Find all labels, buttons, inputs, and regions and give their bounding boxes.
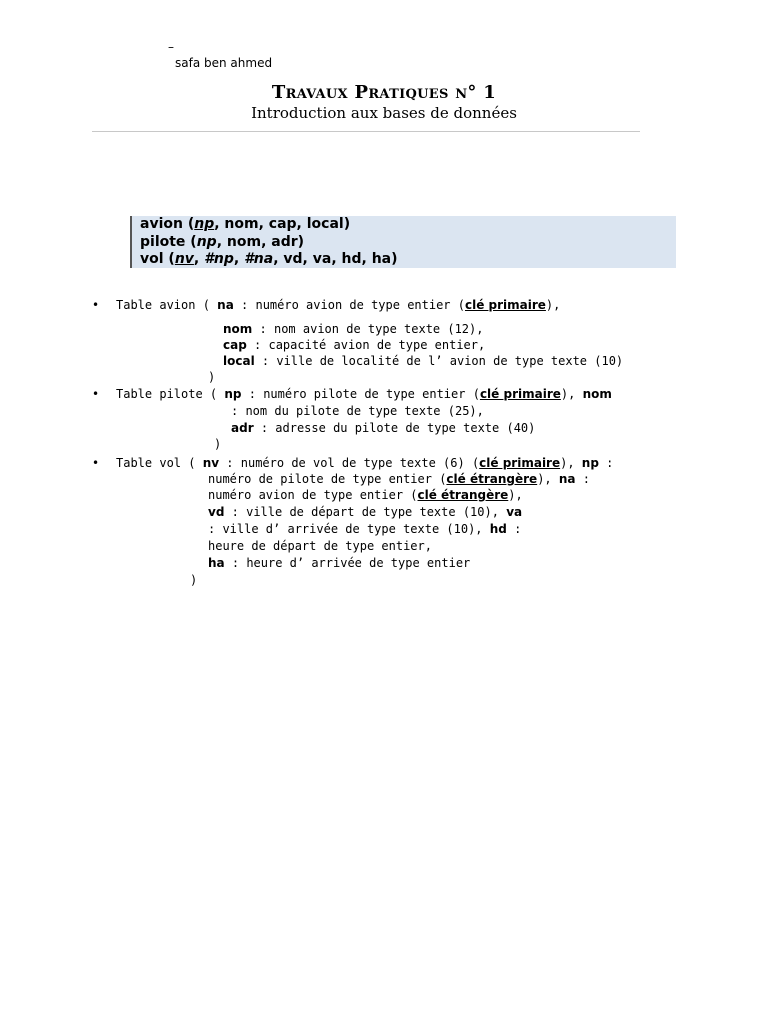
avion-prefix: Table avion (	[116, 298, 218, 312]
avion-nom-desc: : nom avion de type texte (12),	[252, 322, 484, 336]
vol-l2-end: ),	[537, 472, 559, 486]
pilote-field-nom: nom	[582, 387, 612, 401]
vol-line-4	[208, 505, 522, 519]
schema-pilote-name: pilote (	[140, 233, 197, 250]
vol-line-2	[208, 472, 590, 486]
schema-vol-sep2: ,	[233, 251, 245, 267]
vol-l1-tail: :	[598, 456, 614, 470]
vol-line-5	[208, 522, 521, 536]
schema-vol-sep1: ,	[193, 251, 205, 267]
avion-na-desc: : numéro avion de type entier (	[233, 298, 465, 312]
header-divider	[92, 131, 640, 132]
vol-fk-label-1: clé étrangère	[446, 472, 538, 486]
vol-close: )	[190, 573, 198, 587]
avion-l1-end: ),	[545, 298, 561, 312]
avion-field-na: na	[217, 298, 234, 312]
pilote-prefix: Table pilote (	[116, 387, 225, 401]
schema-pilote-key: np	[196, 233, 217, 250]
vol-ha-desc: : heure d’ arrivée de type entier	[224, 556, 471, 570]
vol-na-desc: numéro avion de type entier (	[208, 488, 418, 502]
schema-avion-name: avion (	[140, 216, 195, 232]
schema-avion-rest: , nom, cap, local)	[214, 216, 351, 232]
vol-l2-tail: :	[575, 472, 590, 486]
page-title: Travaux Pratiques n° 1	[271, 82, 497, 103]
avion-field-local: local	[223, 354, 255, 368]
pilote-close: )	[214, 437, 222, 451]
schema-vol-fk2: #na	[244, 251, 274, 267]
avion-line-1	[116, 298, 560, 312]
vol-vd-desc: : ville de départ de type texte (10),	[224, 505, 507, 519]
vol-line-6: heure de départ de type entier,	[208, 539, 432, 553]
author-name: safa ben ahmed	[175, 56, 273, 70]
vol-l1-end: ),	[560, 456, 582, 470]
avion-line-4	[223, 354, 623, 368]
pilote-np-desc: : numéro pilote de type entier (	[241, 387, 480, 401]
vol-va-desc: : ville d’ arrivée de type texte (10),	[208, 522, 490, 536]
vol-field-va: va	[506, 505, 523, 519]
vol-l5-tail: :	[506, 522, 522, 536]
schema-box	[130, 216, 676, 268]
pilote-line-1	[116, 387, 612, 401]
header-dash: –	[168, 40, 174, 54]
vol-field-vd: vd	[208, 505, 225, 519]
schema-vol-name: vol (	[140, 251, 175, 267]
bullet-pilote: •	[92, 387, 100, 401]
schema-vol-key: nv	[174, 251, 194, 267]
schema-vol-fk1: #np	[204, 251, 234, 267]
vol-field-na: na	[558, 472, 576, 486]
page-subtitle: Introduction aux bases de données	[251, 104, 517, 122]
schema-vol	[140, 251, 676, 269]
schema-vol-rest: , vd, va, hd, ha)	[273, 251, 398, 267]
vol-line-7	[208, 556, 470, 570]
avion-field-nom: nom	[223, 322, 253, 336]
vol-field-ha: ha	[208, 556, 225, 570]
avion-key-label: clé primaire	[464, 298, 546, 312]
bullet-vol: •	[92, 456, 100, 470]
pilote-field-np: np	[224, 387, 242, 401]
pilote-line-2: : nom du pilote de type texte (25),	[231, 404, 484, 418]
vol-field-np: np	[581, 456, 599, 470]
vol-prefix: Table vol (	[116, 456, 203, 470]
vol-field-hd: hd	[489, 522, 507, 536]
avion-line-3	[223, 338, 485, 352]
avion-local-desc: : ville de localité de l’ avion de type texte (10)	[254, 354, 624, 368]
vol-l3-end: ),	[508, 488, 523, 502]
vol-key-label: clé primaire	[479, 456, 561, 470]
bullet-avion: •	[92, 298, 100, 312]
vol-np-desc: numéro de pilote de type entier (	[208, 472, 447, 486]
vol-fk-label-2: clé étrangère	[417, 488, 509, 502]
schema-avion-key: np	[194, 216, 215, 232]
schema-pilote	[140, 234, 676, 252]
vol-nv-desc: : numéro de vol de type texte (6) (	[219, 456, 480, 470]
avion-field-cap: cap	[223, 338, 247, 352]
vol-field-nv: nv	[202, 456, 220, 470]
pilote-adr-desc: : adresse du pilote de type texte (40)	[253, 421, 536, 435]
pilote-field-adr: adr	[231, 421, 254, 435]
vol-line-1	[116, 456, 613, 470]
schema-pilote-rest: , nom, adr)	[216, 233, 305, 250]
avion-cap-desc: : capacité avion de type entier,	[246, 338, 486, 352]
schema-avion	[140, 216, 676, 234]
pilote-key-label: clé primaire	[479, 387, 561, 401]
avion-line-2	[223, 322, 483, 336]
pilote-l1-end: ),	[560, 387, 583, 401]
avion-close: )	[208, 370, 216, 384]
pilote-line-3	[231, 421, 535, 435]
vol-line-3	[208, 488, 523, 502]
